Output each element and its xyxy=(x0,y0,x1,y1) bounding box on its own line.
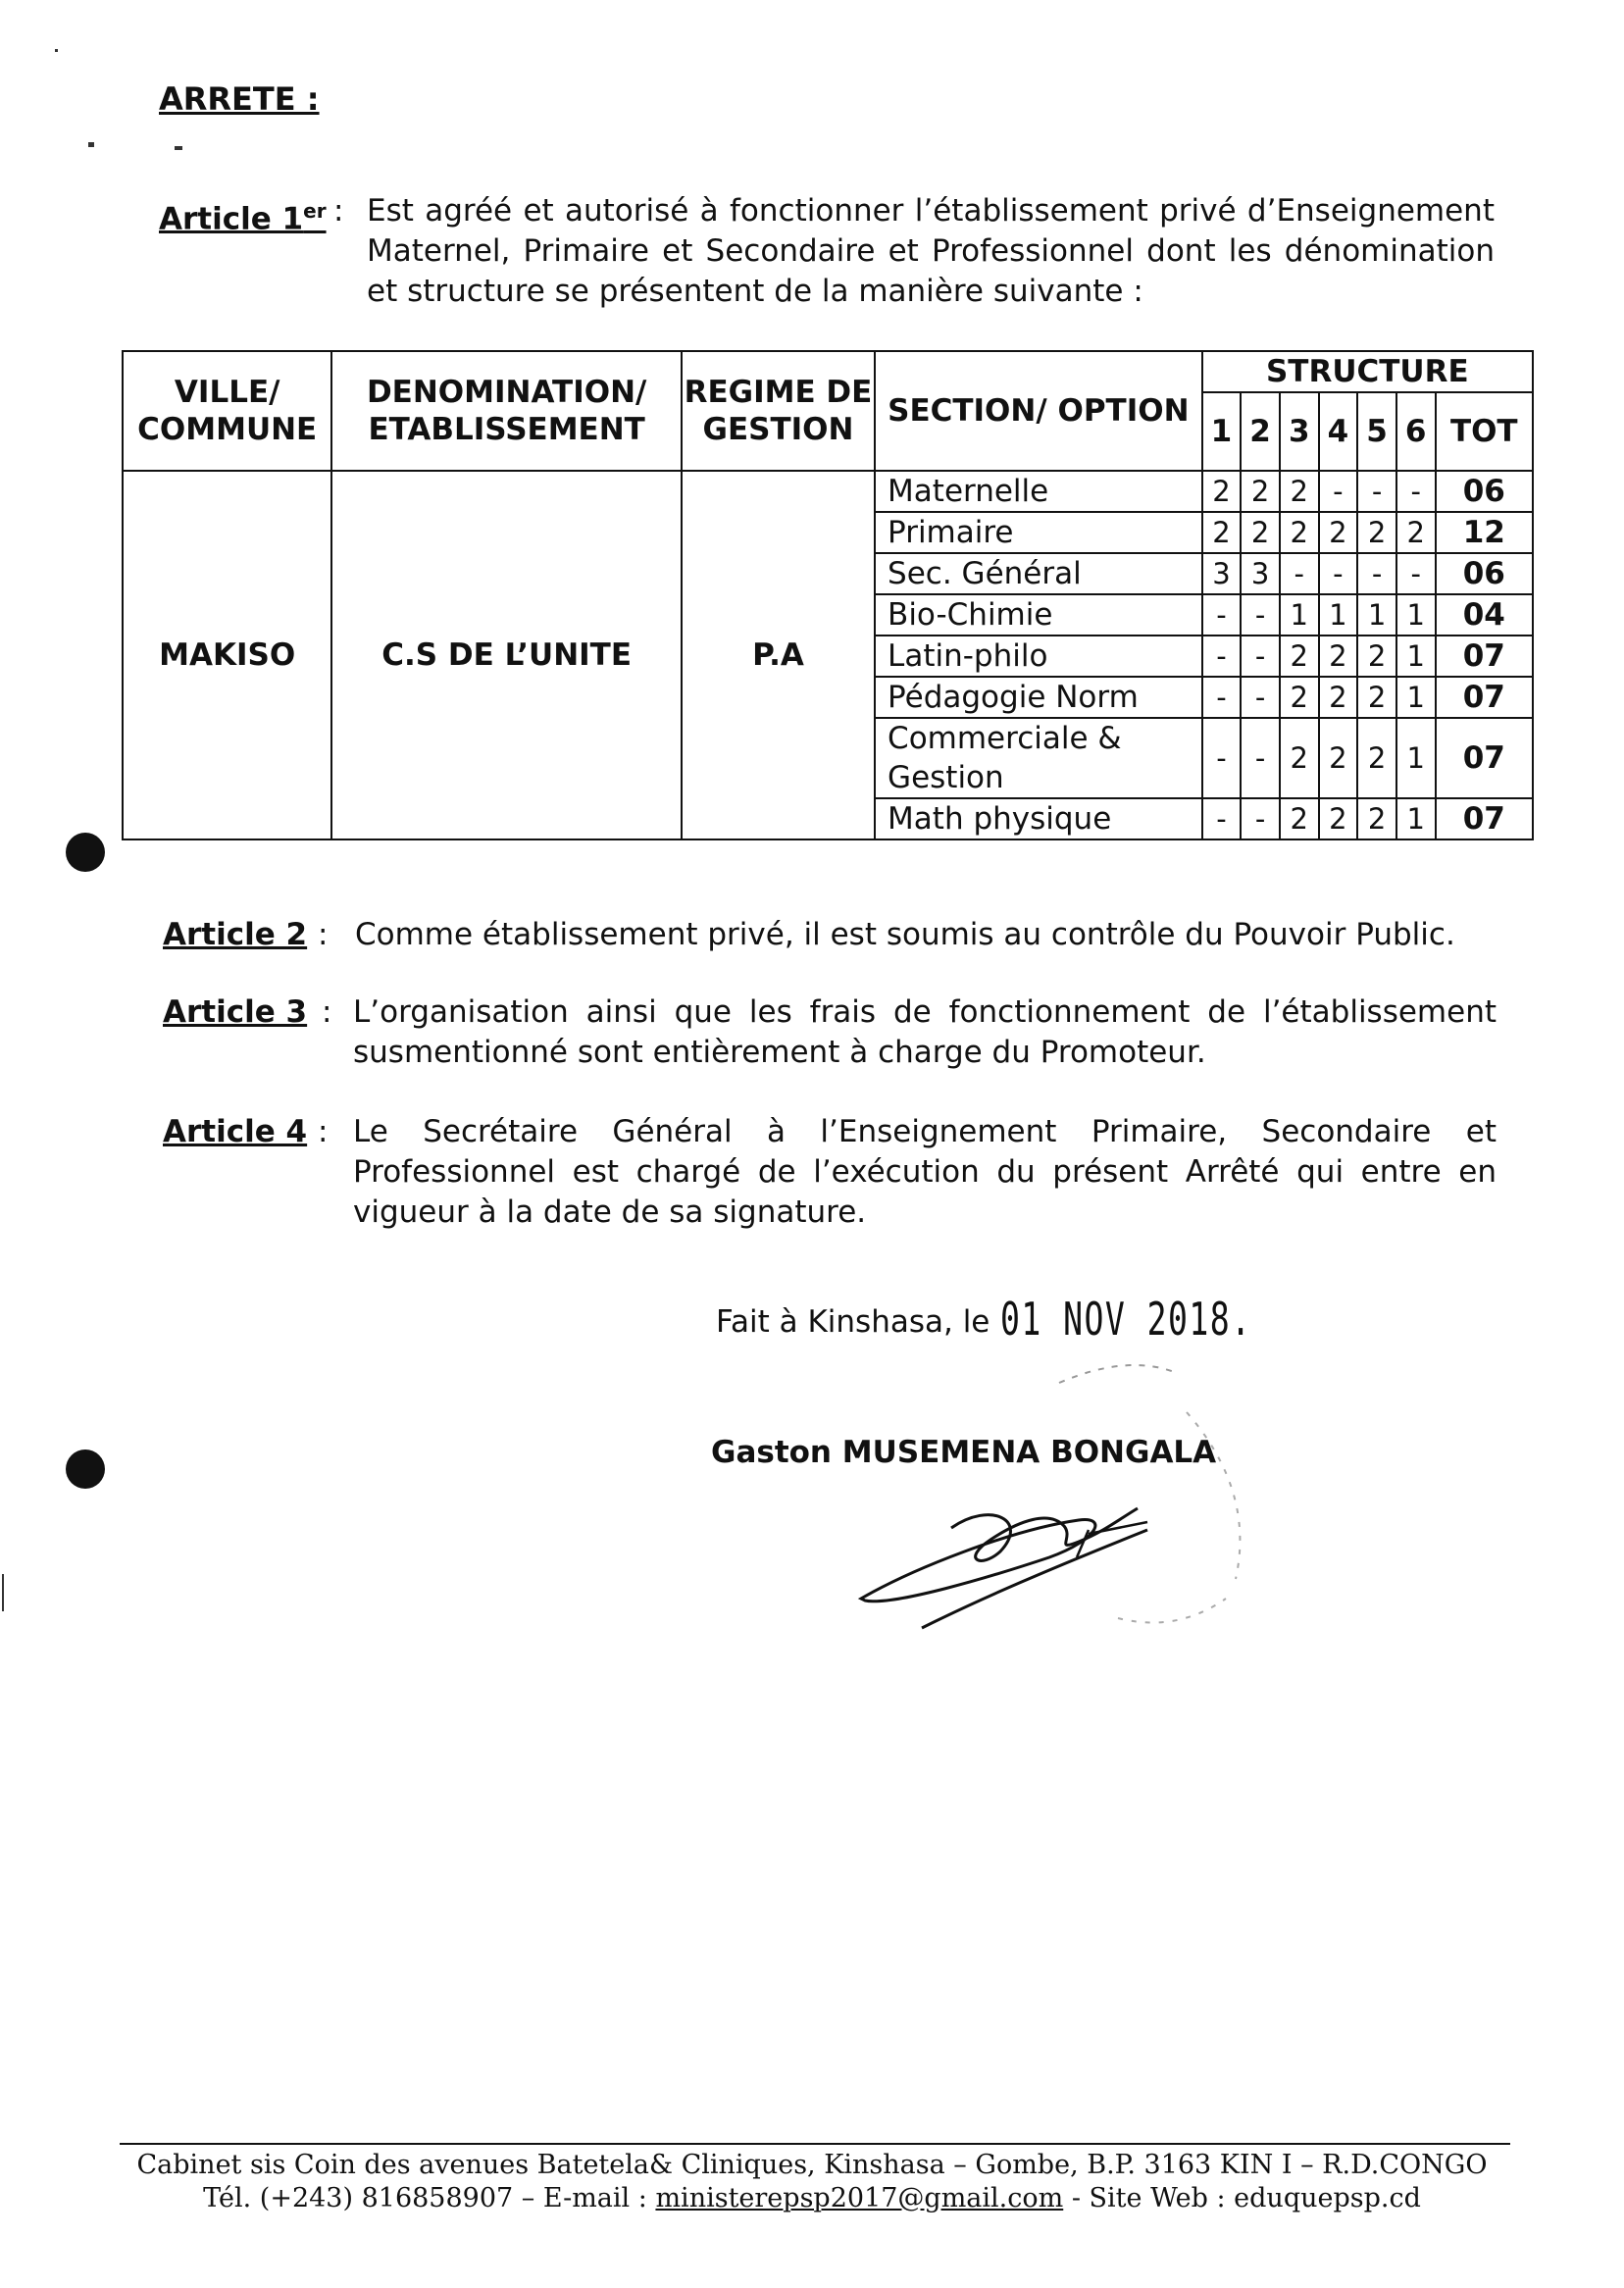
article-4-label: Article 4 xyxy=(163,1114,308,1149)
cell-option: Commerciale & Gestion xyxy=(875,718,1202,798)
cell-value: 1 xyxy=(1280,594,1319,636)
footer-divider xyxy=(120,2143,1510,2145)
cell-value: - xyxy=(1241,718,1280,798)
cell-value: - xyxy=(1241,594,1280,636)
cell-total: 07 xyxy=(1436,636,1533,677)
cell-value: 2 xyxy=(1357,636,1396,677)
cell-value: 2 xyxy=(1280,512,1319,553)
header-col-3: 3 xyxy=(1280,392,1319,471)
cell-option: Bio-Chimie xyxy=(875,594,1202,636)
cell-option: Math physique xyxy=(875,798,1202,839)
header-regime: REGIME DE GESTION xyxy=(682,351,875,471)
cell-option: Primaire xyxy=(875,512,1202,553)
footer-site: - Site Web : eduquepsp.cd xyxy=(1071,2183,1421,2213)
cell-value: 2 xyxy=(1319,677,1358,718)
cell-value: - xyxy=(1357,553,1396,594)
cell-option: Latin-philo xyxy=(875,636,1202,677)
cell-denomination: C.S DE L’UNITE xyxy=(331,471,682,839)
cell-total: 06 xyxy=(1436,471,1533,512)
cell-value: 2 xyxy=(1280,798,1319,839)
article-4-text: Le Secrétaire Général à l’Enseignement Primaire, Secondaire et Professionnel est chargé de l’exécution du présent Arrêté qui entre en vigueur à la date de sa signature. xyxy=(353,1114,1497,1230)
article-1 xyxy=(159,191,1495,315)
cell-value: 2 xyxy=(1357,718,1396,798)
cell-value: - xyxy=(1357,471,1396,512)
page-heading: ARRETE : xyxy=(159,80,320,118)
cell-value: 3 xyxy=(1202,553,1242,594)
cell-value: 2 xyxy=(1357,677,1396,718)
header-col-4: 4 xyxy=(1319,392,1358,471)
cell-value: 2 xyxy=(1319,798,1358,839)
cell-total: 06 xyxy=(1436,553,1533,594)
header-col-6: 6 xyxy=(1396,392,1436,471)
cell-value: - xyxy=(1319,553,1358,594)
header-col-5: 5 xyxy=(1357,392,1396,471)
structure-table xyxy=(122,350,1534,840)
cell-value: 2 xyxy=(1280,718,1319,798)
signature xyxy=(853,1461,1206,1638)
footer-tel: Tél. (+243) 816858907 – E-mail : xyxy=(203,2183,647,2213)
cell-value: 1 xyxy=(1396,636,1436,677)
header-col-1: 1 xyxy=(1202,392,1242,471)
header-col-tot: TOT xyxy=(1436,392,1533,471)
cell-total: 07 xyxy=(1436,798,1533,839)
cell-value: 2 xyxy=(1396,512,1436,553)
cell-value: - xyxy=(1280,553,1319,594)
footer-email-link[interactable]: ministerepsp2017@gmail.com xyxy=(655,2183,1064,2213)
cell-value: - xyxy=(1202,798,1242,839)
cell-value: - xyxy=(1319,471,1358,512)
date-stamp: 01 NOV 2018. xyxy=(1000,1293,1252,1346)
footer-address: Cabinet sis Coin des avenues Batetela& Cliniques, Kinshasa – Gombe, B.P. 3163 KIN I – R.D.CONGO xyxy=(136,2150,1488,2180)
table-row xyxy=(123,471,1533,512)
cell-ville: MAKISO xyxy=(123,471,331,839)
cell-value: 2 xyxy=(1280,677,1319,718)
article-3-text: L’organisation ainsi que les frais de fonctionnement de l’établissement susmentionné sont entièrement à charge du Promoteur. xyxy=(353,994,1497,1070)
cell-value: 2 xyxy=(1241,512,1280,553)
footer-contact xyxy=(0,2183,1624,2213)
cell-value: 1 xyxy=(1319,594,1358,636)
cell-value: 2 xyxy=(1357,798,1396,839)
cell-total: 07 xyxy=(1436,718,1533,798)
cell-value: - xyxy=(1202,636,1242,677)
cell-value: 2 xyxy=(1319,512,1358,553)
cell-value: - xyxy=(1241,636,1280,677)
article-3-colon: : xyxy=(322,994,332,1030)
punch-hole xyxy=(66,1449,105,1489)
scan-speck xyxy=(88,142,94,147)
cell-value: - xyxy=(1241,798,1280,839)
header-col-2: 2 xyxy=(1241,392,1280,471)
article-4 xyxy=(163,1112,1497,1236)
cell-value: - xyxy=(1202,594,1242,636)
cell-value: - xyxy=(1241,677,1280,718)
article-2 xyxy=(163,915,1497,956)
header-structure: STRUCTURE xyxy=(1202,351,1533,392)
cell-value: 1 xyxy=(1396,594,1436,636)
article-3-label: Article 3 xyxy=(163,994,308,1030)
cell-value: 1 xyxy=(1396,677,1436,718)
header-section: SECTION/ OPTION xyxy=(875,351,1202,471)
cell-value: 1 xyxy=(1396,798,1436,839)
article-3 xyxy=(163,992,1497,1075)
header-denomination: DENOMINATION/ ETABLISSEMENT xyxy=(331,351,682,471)
cell-value: 3 xyxy=(1241,553,1280,594)
cell-value: - xyxy=(1202,677,1242,718)
article-2-label: Article 2 xyxy=(163,917,308,952)
scan-speck xyxy=(55,49,58,52)
cell-value: 1 xyxy=(1357,594,1396,636)
cell-value: 1 xyxy=(1396,718,1436,798)
cell-total: 07 xyxy=(1436,677,1533,718)
cell-value: 2 xyxy=(1319,718,1358,798)
cell-value: 2 xyxy=(1202,512,1242,553)
article-2-text: Comme établissement privé, il est soumis au contrôle du Pouvoir Public. xyxy=(355,917,1455,952)
cell-option: Pédagogie Norm xyxy=(875,677,1202,718)
cell-value: 2 xyxy=(1241,471,1280,512)
article-4-colon: : xyxy=(318,1114,329,1149)
cell-value: 2 xyxy=(1357,512,1396,553)
cell-option: Sec. Général xyxy=(875,553,1202,594)
article-1-text: Est agréé et autorisé à fonctionner l’établissement privé d’Enseignement Maternel, Primaire et Secondaire et Professionnel dont les dénomination et structure se présentent de la manière suivante : xyxy=(367,193,1495,309)
article-1-colon: : xyxy=(333,193,344,229)
cell-value: - xyxy=(1202,718,1242,798)
cell-value: 2 xyxy=(1319,636,1358,677)
scan-speck xyxy=(2,1574,4,1611)
cell-value: 2 xyxy=(1280,636,1319,677)
cell-option: Maternelle xyxy=(875,471,1202,512)
cell-total: 04 xyxy=(1436,594,1533,636)
scan-speck xyxy=(175,146,182,150)
header-ville: VILLE/ COMMUNE xyxy=(123,351,331,471)
cell-value: 2 xyxy=(1280,471,1319,512)
article-1-label: Article 1er xyxy=(159,199,327,237)
signer-name: Gaston MUSEMENA BONGALA xyxy=(711,1435,1217,1470)
cell-value: - xyxy=(1396,471,1436,512)
cell-value: 2 xyxy=(1202,471,1242,512)
article-2-colon: : xyxy=(318,917,329,952)
punch-hole xyxy=(66,833,105,872)
cell-regime: P.A xyxy=(682,471,875,839)
place-text: Fait à Kinshasa, le xyxy=(716,1304,990,1340)
cell-total: 12 xyxy=(1436,512,1533,553)
cell-value: - xyxy=(1396,553,1436,594)
